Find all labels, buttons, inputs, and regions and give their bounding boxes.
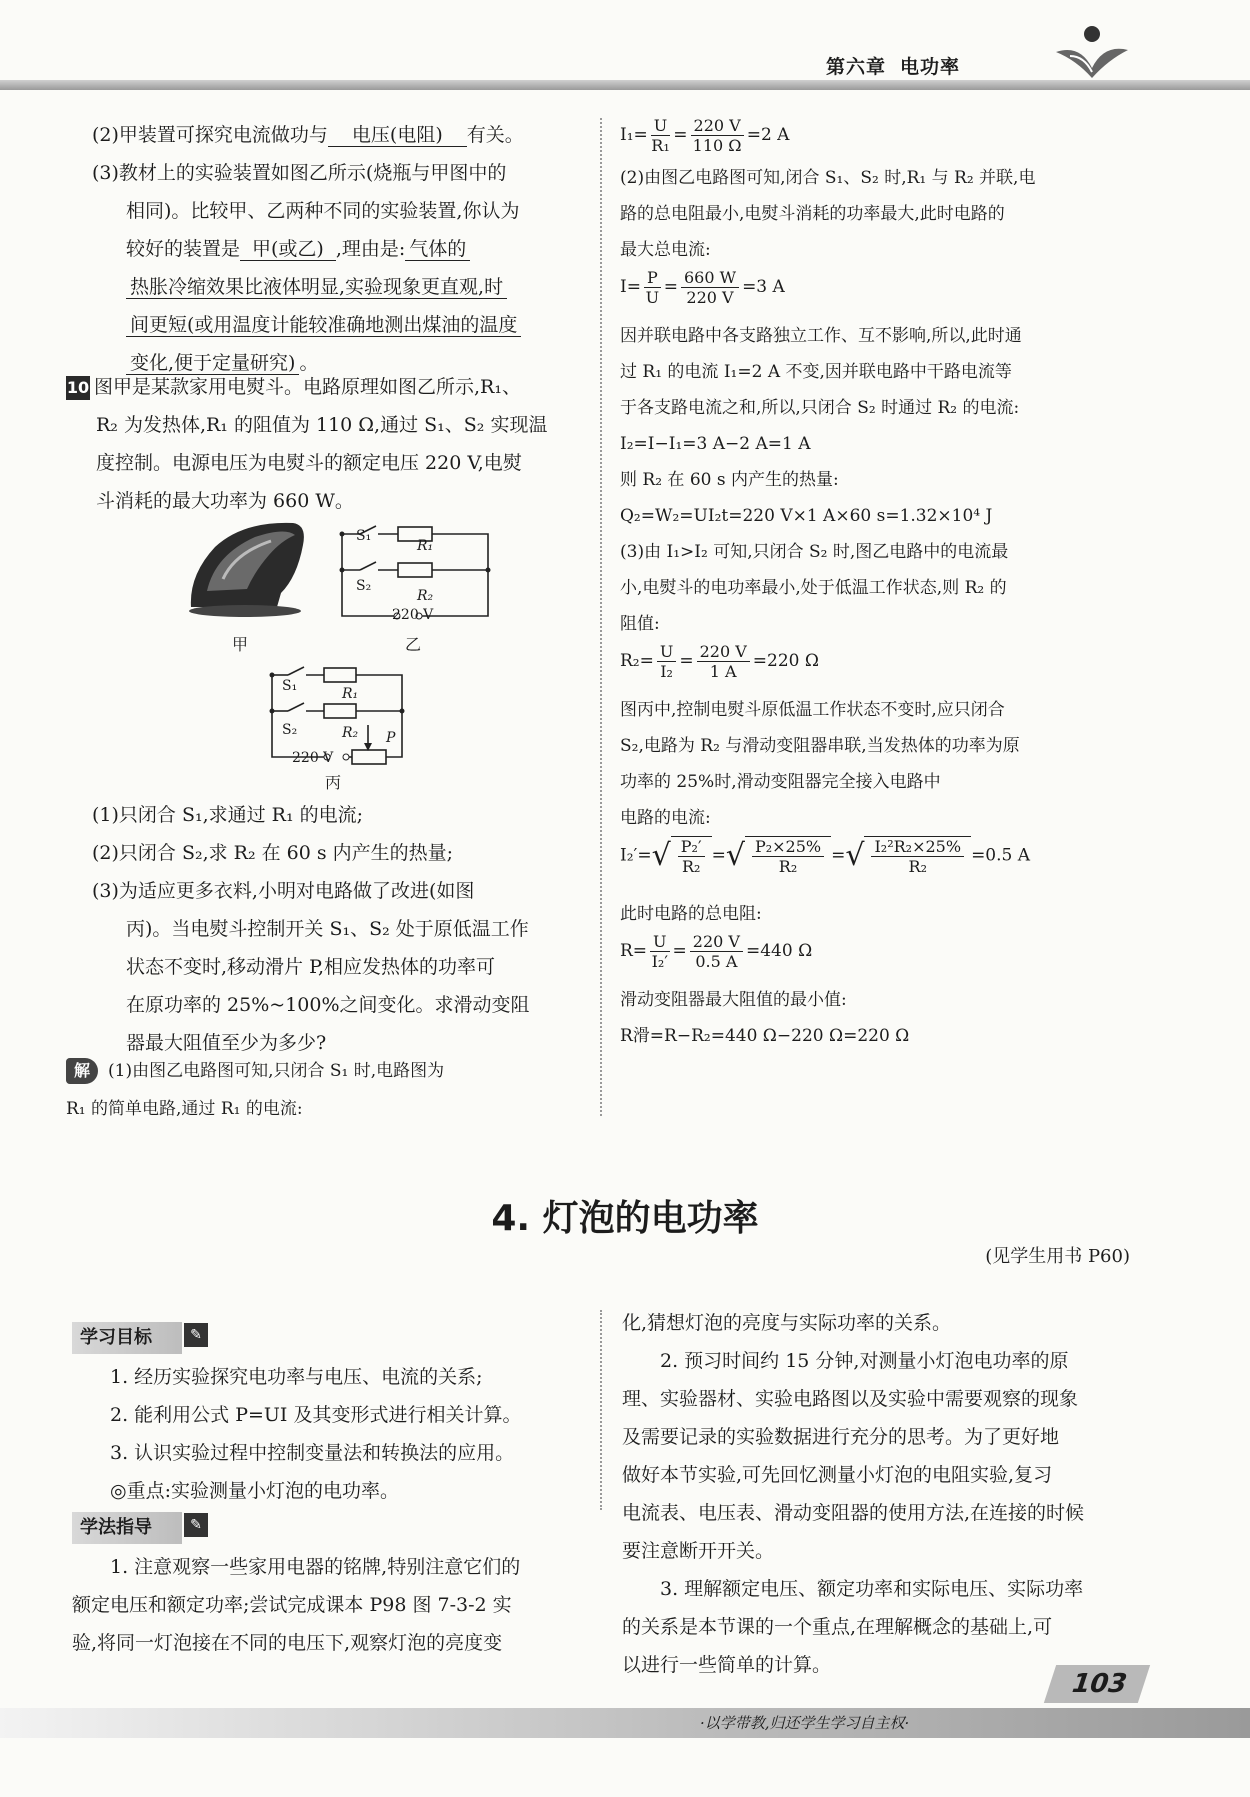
bing-s2: S₂ (282, 722, 298, 738)
sub-question-2: (2)只闭合 S₂,求 R₂ 在 60 s 内产生的热量; (92, 842, 454, 864)
study-method-label: 学法指导 ✎ (72, 1512, 182, 1544)
study-method-continued: 化,猜想灯泡的亮度与实际功率的关系。 2. 预习时间约 15 分钟,对测量小灯泡电功率的原 理、实验器材、实验电路图以及实验中需要观察的现象 及需要记录的实验数据进行充分的思考。为了更好地 做好本节实验,可先回忆测量小灯泡的电阻实验,复习 电流表、电压表、滑动变阻器的使用方法,在连接的时候 要注意断开开关。 3. 理解额定电压、额定功率和实际电压、实际功率 的关系是本节课的一个重点,在理解概念的基础上,可 以进行一些简单的计算。 (622, 1312, 1085, 1676)
solution-line1: (1)由图乙电路图可知,只闭合 S₁ 时,电路图为 (108, 1061, 445, 1081)
learning-goals-label: 学习目标 ✎ (72, 1322, 182, 1354)
problem-10-questions (92, 796, 592, 1062)
q3-line3: 较好的装置是 甲(或乙) ,理由是: 气体的 (92, 230, 592, 268)
q3-reason-2: 间更短(或用温度计能较准确地测出煤油的温度 (126, 314, 521, 337)
method-left-1: 1. 注意观察一些家用电器的铭牌,特别注意它们的 (110, 1556, 521, 1578)
solution-line2: R₁ 的简单电路,通过 R₁ 的电流: (66, 1099, 303, 1119)
chapter-topic: 电功率 (899, 56, 960, 78)
q2-line: (2)甲装置可探究电流做功与 电压(电阻) 有关。 (92, 124, 524, 146)
left-column: (2)甲装置可探究电流做功与 电压(电阻) 有关。 (3)教材上的实验装置如图乙所示(烧瓶与甲图中的 相同)。比较甲、乙两种不同的实验装置,你认为 较好的装置是 甲(或乙) ,理由是: 气体的 热胀冷缩效果比液体明显,实验现象更直观,时 间更短(或用温度计能较准确地测出煤油的温度 变化,便于定量研究) 。 (92, 116, 592, 382)
learning-goals (72, 1318, 592, 1510)
problem-line3: 度控制。电源电压为电熨斗的额定电压 220 V,电熨 (96, 452, 522, 474)
sub-question-3-l4: 在原功率的 25%~100%之间变化。求滑动变阻 (126, 994, 530, 1016)
q3-reason-3: 变化,便于定量研究) (126, 352, 299, 375)
goal-1: 1. 经历实验探究电功率与电压、电流的关系; (110, 1366, 483, 1388)
eq-r2: R₂= $\frac{U}{\text{I₂}}$ = $\frac{220 V}{1 A}$ =220 Ω (620, 642, 819, 681)
bing-r1: R₁ (342, 686, 359, 702)
goal-key: ◎重点:实验测量小灯泡的电功率。 (110, 1480, 399, 1502)
footer-bar (0, 1708, 1250, 1738)
right-column-solution: I₁= $\frac{U}{\text{R₁}}$ = $\frac{220 V}{110 \Omega}$ =2 A (2)由图乙电路图可知,闭合 S₁、S₂ 时,R₁ 与 R₂ 并联,电 路的总电阻最小,电熨斗消耗的功率最大,此时电路的 最大总电流: I= $\frac{P}{U}$ = $\frac{660 W}{220 V}$ =3 A 因并联电路中各支路独立工作、互不影响,所以,此时通 过 R₁ 的电流 I₁=2 A 不变,因并联电路中干路电流等 于各支路电流之和,所以,只闭合 S₂ 时通过 R₂ 的电流: I₂=I−I₁=3 A−2 A=1 A 则 R₂ 在 60 s 内产生的热量: Q₂=W₂=UI₂t=220 V×1 A×60 s=1.32×10⁴ J (3)由 I₁>I₂ 可知,只闭合 S₂ 时,图乙电路中的电流最 小,电熨斗的电功率最小,处于低温工作状态,则 R₂ 的 阻值: R₂= $\frac{U}{\text{I₂}}$ = $\frac{220 V}{1 A}$ =220 Ω 图丙中,控制电熨斗原低温工作状态不变时,应只闭合 S₂,电路为 R₂ 与滑动变阻器串联,当发热体的功率为原 功率的 25%时,滑动变阻器完全接入电路中 电路的电流: I₂′=√ $\frac{\text{P₂′}}{\text{R₂}}$ =√ $\frac{\text{P₂×25\%}}{\text{R₂}}$ =√ $\frac{\text{I₂²R₂×25\%}}{\text{R₂}}$ =0.5 A 此时电路的总电阻: R= $\frac{U}{\text{I₂′}}$ = $\frac{220 V}{0.5 A}$ =440 Ω 滑动变阻器最大阻值的最小值: R滑=R−R₂=440 Ω−220 Ω=220 Ω (620, 116, 1160, 1054)
problem-line4: 斗消耗的最大功率为 660 W。 (96, 490, 354, 512)
eq-i2-prime: I₂′=√ $\frac{\text{P₂′}}{\text{R₂}}$ =√ $\frac{\text{P₂×25\%}}{\text{R₂}}$ =√ $\frac{\text{I₂²R₂×25\%}}{\text{R₂}}$ =0.5 A (620, 837, 1031, 876)
chapter-label: 第六章 (825, 56, 886, 78)
eq-q2: Q₂=W₂=UI₂t=220 V×1 A×60 s=1.32×10⁴ J (620, 506, 993, 526)
fig-yi-label: 乙 (405, 635, 422, 654)
method-left-2: 额定电压和额定功率;尝试完成课本 P98 图 7-3-2 实 (72, 1594, 512, 1616)
eq-i2: I₂=I−I₁=3 A−2 A=1 A (620, 434, 811, 454)
page-number: 103 (1044, 1665, 1151, 1703)
yi-s2: S₂ (356, 578, 372, 594)
section-title: 4. 灯泡的电功率 (491, 1198, 759, 1239)
q3-line2: 相同)。比较甲、乙两种不同的实验装置,你认为 (126, 200, 520, 222)
sub-question-3-l2: 丙)。当电熨斗控制开关 S₁、S₂ 处于原低温工作 (126, 918, 529, 940)
goal-2: 2. 能利用公式 P=UI 及其变形式进行相关计算。 (110, 1404, 522, 1426)
eq-r-slide: R滑=R−R₂=440 Ω−220 Ω=220 Ω (620, 1026, 910, 1046)
eq-r-total: R= $\frac{U}{\text{I₂′}}$ = $\frac{220 V}{0.5 A}$ =440 Ω (620, 932, 813, 971)
q3-reason-1: 热胀冷缩效果比液体明显,实验现象更直观,时 (126, 276, 507, 299)
pin-icon: ✎ (184, 1513, 208, 1537)
iron-photo (185, 515, 310, 620)
section-reference: (见学生用书 P60) (985, 1246, 1130, 1267)
solution-start (66, 1052, 594, 1128)
yi-voltage: 220 V (392, 607, 434, 623)
fig-bing-label: 丙 (325, 773, 342, 792)
q3-answer: 甲(或乙) (240, 238, 336, 261)
study-method (72, 1508, 592, 1662)
goal-3: 3. 认识实验过程中控制变量法和转换法的应用。 (110, 1442, 515, 1464)
yi-r2: R₂ (417, 588, 434, 604)
bing-r2: R₂ (342, 725, 359, 741)
solution-icon: 解 (66, 1058, 98, 1084)
publisher-logo-icon (1050, 22, 1130, 82)
footer-motto: ·以学带教,归还学生学习自主权· (700, 1714, 910, 1732)
fig-jia-label: 甲 (232, 635, 249, 654)
sub-question-3-l5: 器最大阻值至少为多少? (126, 1032, 327, 1054)
problem-10 (66, 368, 594, 520)
q2-answer: 电压(电阻) (328, 124, 467, 147)
sub-question-3-l1: (3)为适应更多衣料,小明对电路做了改进(如图 (92, 880, 475, 902)
eq-i1: I₁= $\frac{U}{\text{R₁}}$ = $\frac{220 V}{110 \Omega}$ =2 A (620, 116, 790, 155)
method-left-3: 验,将同一灯泡接在不同的电压下,观察灯泡的亮度变 (72, 1632, 503, 1654)
pin-icon: ✎ (184, 1323, 208, 1347)
problem-line2: R₂ 为发热体,R₁ 的阻值为 110 Ω,通过 S₁、S₂ 实现温 (96, 414, 548, 436)
q3-line1: (3)教材上的实验装置如图乙所示(烧瓶与甲图中的 (92, 162, 507, 184)
sub-question-3-l3: 状态不变时,移动滑片 P,相应发热体的功率可 (126, 956, 496, 978)
bing-s1: S₁ (282, 678, 298, 694)
bing-voltage: 220 V (292, 750, 334, 766)
yi-r1: R₁ (417, 538, 434, 554)
problem-number: 10 (66, 376, 90, 400)
sub-question-1: (1)只闭合 S₁,求通过 R₁ 的电流; (92, 804, 364, 826)
eq-i-total: I= $\frac{P}{U}$ = $\frac{660 W}{220 V}$ =3 A (620, 268, 785, 307)
chapter-header (812, 52, 960, 79)
header-bar (0, 80, 1250, 90)
column-divider (600, 118, 602, 1116)
bing-p: P (386, 730, 396, 746)
yi-s1: S₁ (356, 528, 372, 544)
problem-line1: 图甲是某款家用电熨斗。电路原理如图乙所示,R₁、 (94, 376, 521, 398)
column-divider-lower (600, 1310, 602, 1510)
